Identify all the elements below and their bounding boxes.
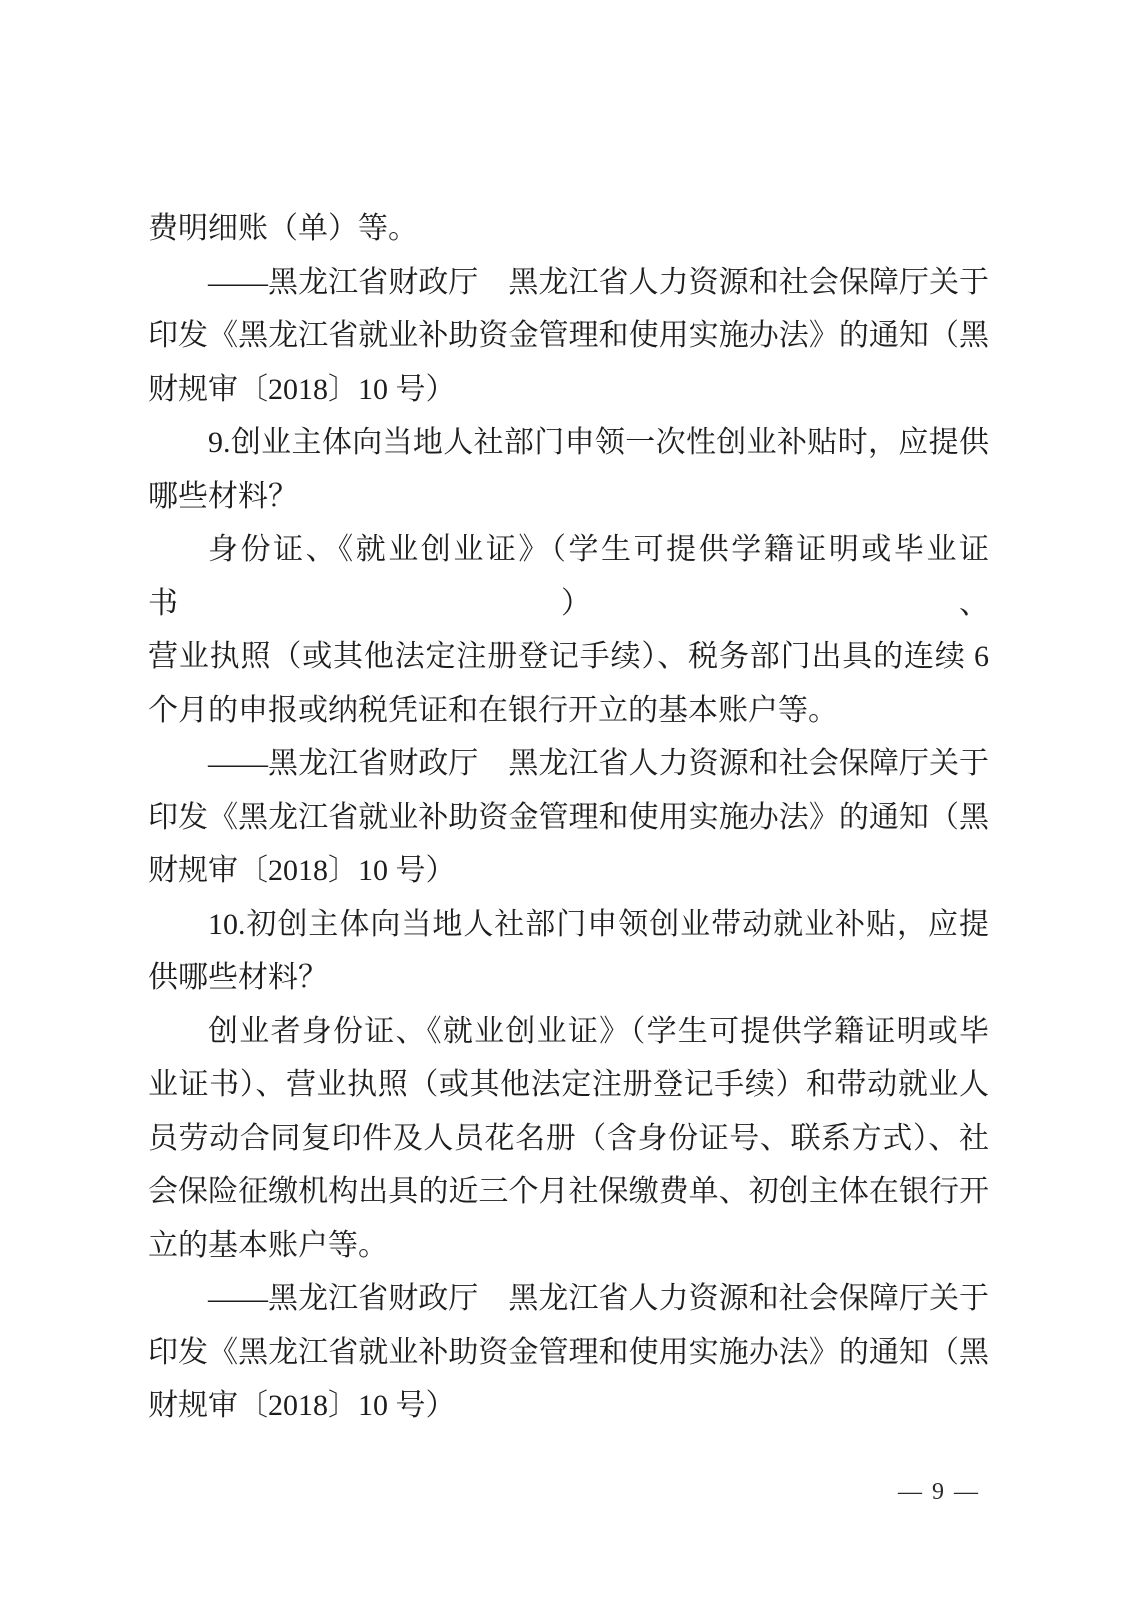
text-line: 印发《黑龙江省就业补助资金管理和使用实施办法》的通知（黑	[148, 800, 989, 834]
text-line: 财规审〔2018〕10 号）	[148, 372, 456, 406]
text-line: ——黑龙江省财政厅 黑龙江省人力资源和社会保障厅关于	[208, 747, 989, 780]
text-line: 员劳动合同复印件及人员花名册（含身份证号、联系方式）、社	[148, 1121, 989, 1155]
text-line: 费明细账（单）等。	[148, 212, 418, 245]
text-line: 印发《黑龙江省就业补助资金管理和使用实施办法》的通知（黑	[148, 319, 989, 352]
text-line: 9.创业主体向当地人社部门申领一次性创业补贴时，应提供	[208, 426, 989, 459]
text-line: 立的基本账户等。	[148, 1228, 388, 1262]
text-line: 财规审〔2018〕10 号）	[148, 1389, 456, 1422]
page-number: — 9 —	[898, 1479, 980, 1505]
text-line: 印发《黑龙江省就业补助资金管理和使用实施办法》的通知（黑	[148, 1335, 989, 1369]
text-line: 会保险征缴机构出具的近三个月社保缴费单、初创主体在银行开	[148, 1175, 989, 1208]
text-line: 财规审〔2018〕10 号）	[148, 854, 456, 887]
text-line: 营业执照（或其他法定注册登记手续）、税务部门出具的连续 6	[148, 640, 989, 673]
text-line: 10.初创主体向当地人社部门申领创业带动就业补贴，应提	[208, 907, 989, 941]
text-line: 业证书）、营业执照（或其他法定注册登记手续）和带动就业人	[148, 1068, 989, 1101]
text-line: 创业者身份证、《就业创业证》（学生可提供学籍证明或毕	[208, 1014, 989, 1048]
document-body-text	[148, 202, 989, 1433]
text-line: ——黑龙江省财政厅 黑龙江省人力资源和社会保障厅关于	[208, 1282, 989, 1315]
text-line: 身份证、《就业创业证》（学生可提供学籍证明或毕业证书）、	[148, 533, 989, 620]
text-line: 个月的申报或纳税凭证和在银行开立的基本账户等。	[148, 693, 838, 727]
text-line: ——黑龙江省财政厅 黑龙江省人力资源和社会保障厅关于	[208, 265, 989, 299]
text-line: 哪些材料？	[148, 479, 298, 513]
text-line: 供哪些材料？	[148, 961, 328, 994]
